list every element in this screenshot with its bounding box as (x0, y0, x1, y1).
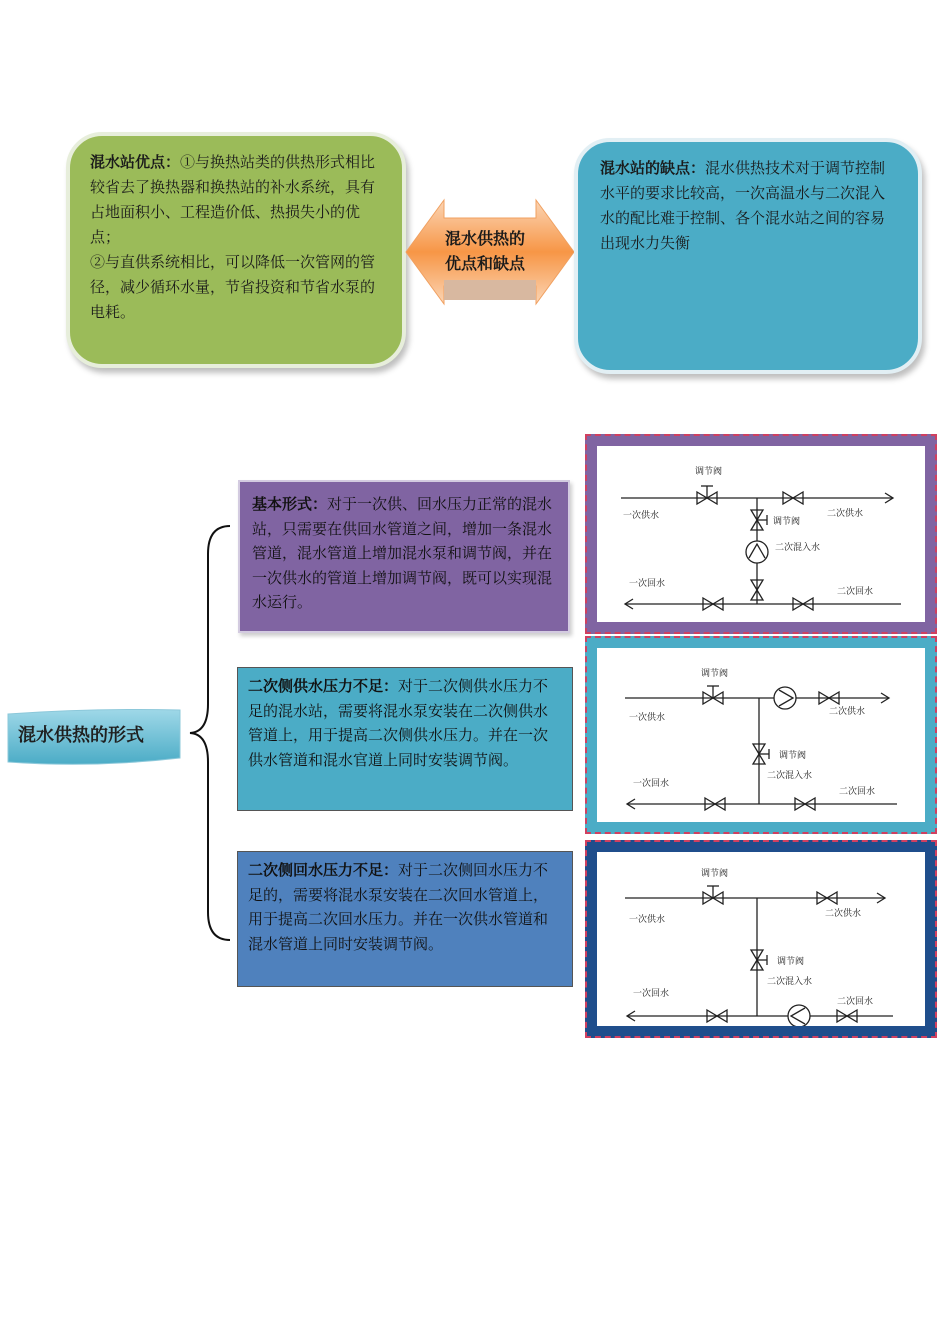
diagram-secondary-return-secondary-supply: 二次供水 (825, 909, 862, 919)
diagram-basic-mix-valve-label: 调节阀 (773, 517, 801, 527)
form-secondary-return-box (237, 851, 573, 987)
diagram-basic-primary-supply: 一次供水 (623, 511, 660, 521)
diagram-secondary-supply-frame (585, 636, 937, 834)
diagram-basic-secondary-return: 二次回水 (837, 587, 874, 597)
diagram-secondary-supply-primary-return: 一次回水 (633, 779, 670, 789)
advantages-text-2: ②与直供系统相比，可以降低一次管网的管径，减少循环水量，节省投资和节省水泵的电耗。 (90, 253, 376, 321)
diagram-secondary-return-secondary-return: 二次回水 (837, 997, 874, 1007)
disadvantages-text: 混水供热技术对于调节控制水平的要求比较高，一次高温水与二次混入水的配比难于控制、各个混水站之间的容易出现水力失衡 (600, 159, 886, 252)
diagram-secondary-supply-valve-label: 调节阀 (701, 669, 729, 679)
center-label-line-2: 优点和缺点 (444, 254, 525, 273)
diagram-secondary-return-frame (585, 840, 937, 1038)
diagram-secondary-supply-primary-supply: 一次供水 (629, 713, 666, 723)
form-secondary-supply-text: 对于二次侧供水压力不足的混水站，需要将混水泵安装在二次侧供水管道上，用于提高二次侧供水压力。并在一次供水管道和混水官道上同时安装调节阀。 (248, 677, 549, 769)
diagram-secondary-return-mix-valve-label: 调节阀 (777, 957, 805, 967)
diagram-secondary-return-primary-return: 一次回水 (633, 989, 670, 999)
diagram-secondary-return (597, 852, 925, 1026)
diagram-secondary-supply (597, 648, 925, 822)
diagram-basic-secondary-supply: 二次供水 (827, 509, 864, 519)
form-secondary-return-text: 对于二次侧回水压力不足的，需要将混水泵安装在二次回水管道上，用于提高二次回水压力。并在一次供水管道和混水管道上同时安装调节阀。 (248, 861, 549, 953)
diagram-secondary-return-valve-label: 调节阀 (701, 869, 729, 879)
diagram-basic-primary-return: 一次回水 (629, 579, 666, 589)
diagram-secondary-supply-secondary-return: 二次回水 (839, 787, 876, 797)
diagram-basic (597, 446, 925, 622)
brace-icon (186, 524, 234, 942)
diagram-secondary-return-secondary-mix: 二次混入水 (767, 977, 813, 987)
center-label-line-1: 混水供热的 (444, 229, 525, 248)
diagram-secondary-supply-secondary-mix: 二次混入水 (767, 771, 813, 781)
center-label (434, 226, 536, 276)
form-secondary-supply-box (237, 667, 573, 811)
disadvantages-box (574, 138, 922, 374)
diagram-secondary-return-primary-supply: 一次供水 (629, 915, 666, 925)
disadvantages-lead: 混水站的缺点： (600, 159, 706, 177)
form-secondary-supply-lead: 二次侧供水压力不足： (248, 677, 399, 695)
diagram-basic-secondary-mix: 二次混入水 (775, 543, 821, 553)
form-basic-lead: 基本形式： (252, 495, 328, 513)
form-secondary-return-lead: 二次侧回水压力不足： (248, 861, 399, 879)
forms-title: 混水供热的形式 (18, 725, 144, 746)
diagram-secondary-supply-secondary-supply: 二次供水 (829, 707, 866, 717)
diagram-basic-frame (585, 434, 937, 634)
diagram-basic-valve-label: 调节阀 (695, 467, 723, 477)
advantages-text-1: ①与换热站类的供热形式相比较省去了换热器和换热站的补水系统，具有占地面积小、工程造价低、热损失小的优点； (90, 153, 376, 246)
advantages-lead: 混水站优点： (90, 153, 181, 171)
diagram-secondary-supply-mix-valve-label: 调节阀 (779, 751, 807, 761)
advantages-box (66, 132, 406, 368)
form-basic-box (238, 480, 570, 633)
form-basic-text: 对于一次供、回水压力正常的混水站，只需要在供回水管道之间，增加一条混水管道，混水管道上增加混水泵和调节阀，并在一次供水的管道上增加调节阀，既可以实现混水运行。 (252, 495, 553, 611)
